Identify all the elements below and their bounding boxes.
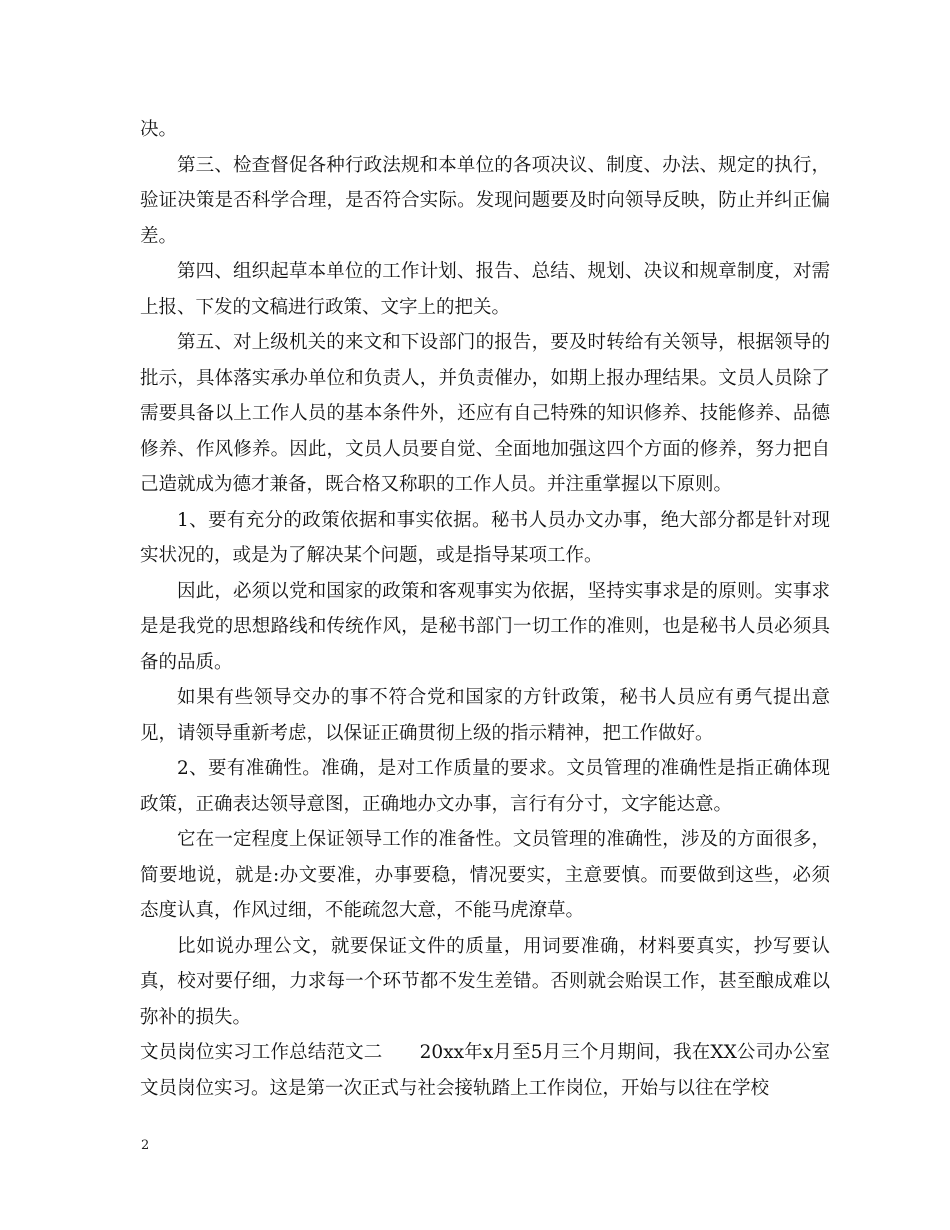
document-body <box>140 112 830 1106</box>
paragraph-4: 第五、对上级机关的来文和下设部门的报告，要及时转给有关领导，根据领导的批示，具体落实承办单位和负责人，并负责催办，如期上报办理结果。文员人员除了需要具备以上工作人员的基本条件外，还应有自己特殊的知识修养、技能修养、品德修养、作风修养。因此，文员人员要自觉、全面地加强这四个方面的修养，努力把自己造就成为德才兼备，既合格又称职的工作人员。并注重掌握以下原则。 <box>140 332 830 495</box>
paragraph-9: 它在一定程度上保证领导工作的准备性。文员管理的准确性，涉及的方面很多，简要地说，就是:办文要准，办事要稳，情况要实，主意要慎。而要做到这些，必须态度认真，作风过细，不能疏忽大意，不能马虎潦草。 <box>140 829 830 921</box>
paragraph-5: 1、要有充分的政策依据和事实依据。秘书人员办文办事，绝大部分都是针对现实状况的，或是为了解决某个问题，或是指导某项工作。 <box>140 509 830 566</box>
paragraph-2: 第三、检查督促各种行政法规和本单位的各项决议、制度、办法、规定的执行，验证决策是否科学合理，是否符合实际。发现问题要及时向领导反映，防止并纠正偏差。 <box>140 154 830 247</box>
paragraph-7: 如果有些领导交办的事不符合党和国家的方针政策，秘书人员应有勇气提出意见，请领导重新考虑，以保证正确贯彻上级的指示精神，把工作做好。 <box>140 687 830 744</box>
paragraph-3: 第四、组织起草本单位的工作计划、报告、总结、规划、决议和规章制度，对需上报、下发的文稿进行政策、文字上的把关。 <box>140 261 830 318</box>
paragraph-10: 比如说办理公文，就要保证文件的质量，用词要准确，材料要真实，抄写要认真，校对要仔细，力求每一个环节都不发生差错。否则就会贻误工作，甚至酿成难以弥补的损失。 <box>140 935 830 1028</box>
paragraph-1: 决。 <box>140 119 178 140</box>
page-number: 2 <box>141 1138 150 1153</box>
paragraph-8: 2、要有准确性。准确，是对工作质量的要求。文员管理的准确性是指正确体现政策，正确表达领导意图，正确地办文办事，言行有分寸，文字能达意。 <box>140 758 830 815</box>
paragraph-6: 因此，必须以党和国家的政策和客观事实为依据，坚持实事求是的原则。实事求是是我党的思想路线和传统作风，是秘书部门一切工作的准则，也是秘书人员必须具备的品质。 <box>140 580 830 673</box>
paragraph-11: 文员岗位实习工作总结范文二 20xx年x月至5月三个月期间，我在XX公司办公室文员岗位实习。这是第一次正式与社会接轨踏上工作岗位，开始与以往在学校 <box>140 1042 830 1099</box>
